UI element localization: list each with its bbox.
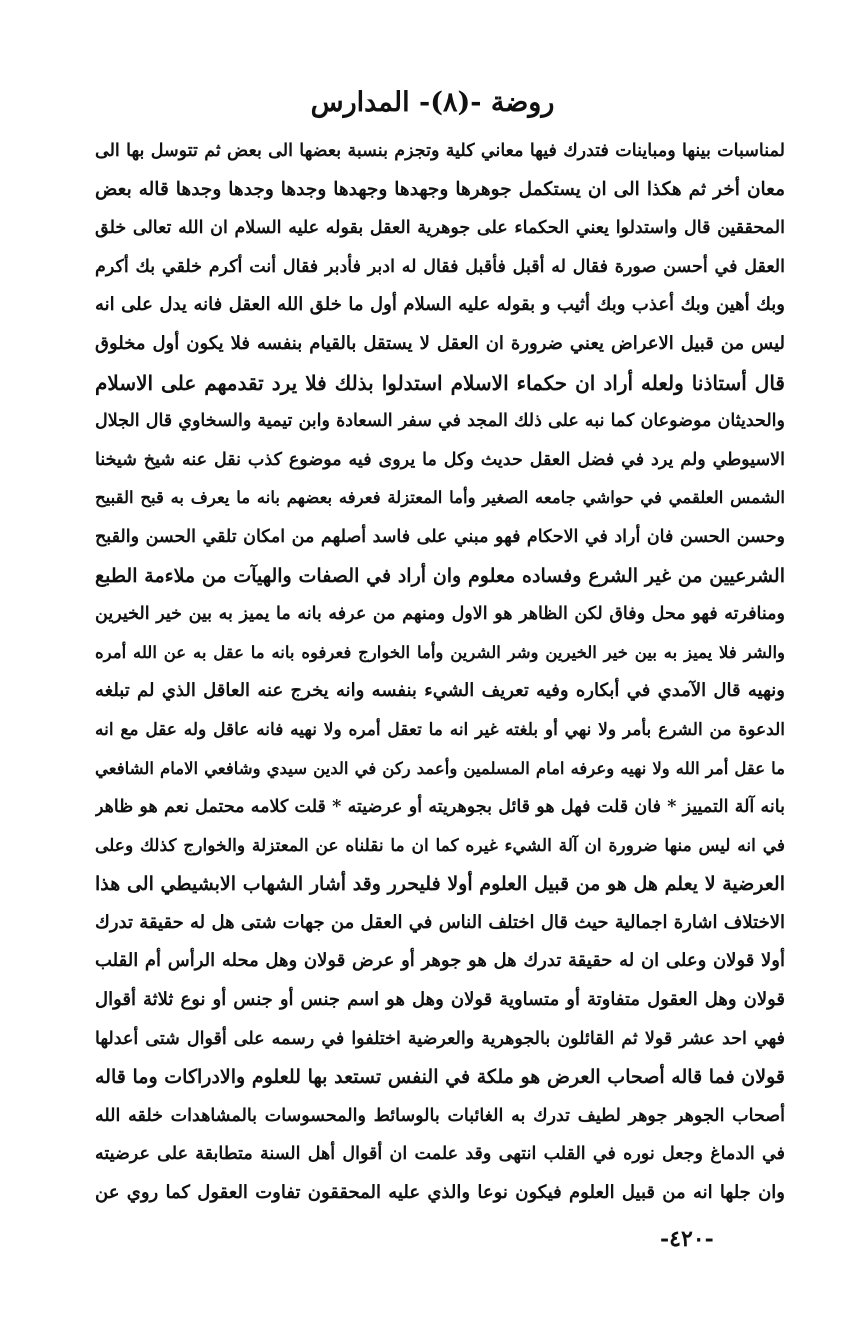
text-line: ونهيه قال الآمدي في أبكاره وفيه تعريف الشيء بنفسه وانه يخرج عنه العاقل الذي لم تبلغه xyxy=(95,680,785,702)
page-number: -٤٢٠- xyxy=(660,1226,714,1252)
body-text xyxy=(95,132,785,1213)
text-line: الشمس العلقمي في حواشي جامعه الصغير وأما المعتزلة فعرفه بعضهم بانه ما يعرف به قبح القبيح xyxy=(95,488,785,508)
text-line: الاسيوطي ولم يرد في فضل العقل حديث وكل ما يروى فيه موضوع كذب نقل عنه شيخ شيخنا xyxy=(95,449,785,470)
text-line: في الدماغ وجعل نوره في القلب انتهى وقد علمت ان أقوال أهل السنة متطابقة على عرضيته xyxy=(95,1144,785,1165)
text-line: فهي احد عشر قولا ثم القائلون بالجوهرية والعرضية اختلفوا في رسمه على أقوال شتى أعدلها xyxy=(95,1028,785,1049)
text-line: والحديثان موضوعان كما نبه على ذلك المجد في سفر السعادة وابن تيمية والسخاوي قال الجلال xyxy=(95,411,785,432)
page-header: روضة -(٨)- المدارس xyxy=(310,87,555,118)
text-line: لمناسبات بينها ومباينات فتدرك فيها معاني كلية وتجزم بنسبة بعضها الى بعض ثم تتوسل بها الى xyxy=(95,141,785,161)
text-line: الشرعيين من غير الشرع وفساده معلوم وان أراد في الصفات والهيآت من ملاءمة الطبع xyxy=(95,564,785,587)
text-line: العرضية لا يعلم هل هو من قبيل العلوم أولا فليحرر وقد أشار الشهاب الابشيطي الى هذا xyxy=(95,873,785,896)
text-line: الدعوة من الشرع بأمر ولا نهي أو بلغته غير انه ما تعقل أمره ولا نهيه فانه عاقل وله عقل مع انه xyxy=(95,719,785,740)
text-line: وبك أهين وبك أعذب وبك أثيب و بقوله عليه السلام أول ما خلق الله العقل فانه يدل على انه xyxy=(95,294,785,316)
text-line: المحققين قال واستدلوا يعني الحكماء على جوهرية العقل بقوله عليه السلام ان الله تعالى خلق xyxy=(95,218,785,239)
text-line: والشر فلا يميز به بين خير الخيرين وشر الشرين وأما الخوارج فعرفوه بانه ما عقل به عن الله أمره xyxy=(95,642,785,662)
text-line: قال أستاذنا ولعله أراد ان حكماء الاسلام استدلوا بذلك فلا يرد تقدمهم على الاسلام xyxy=(95,370,785,395)
text-line: الاختلاف اشارة اجمالية حيث قال اختلف الناس في العقل من جهات شتى هل له حقيقة تدرك xyxy=(95,911,785,933)
text-line: أصحاب الجوهر جوهر لطيف تدرك به الغائبات بالوسائط والمحسوسات بالمشاهدات خلقه الله xyxy=(95,1105,785,1126)
text-line: قولان وهل العقول متفاوتة أو متساوية قولان وهل هو اسم جنس أو جنس أو نوع ثلاثة أقوال xyxy=(95,989,785,1011)
text-line: معان أخر ثم هكذا الى ان يستكمل جوهرها وجهدها وجهدها وجدها وجدها وجدها قاله بعض xyxy=(95,178,785,200)
text-line: في انه ليس منها ضرورة ان آلة الشيء غيره كما ان ما نقلناه عن المعتزلة والخوارج كذلك وعلى xyxy=(95,835,785,856)
text-line: وان جلها انه من قبيل العلوم فيكون نوعا والذي عليه المحققون تفاوت العقول كما روي عن xyxy=(95,1182,785,1204)
text-line: العقل في أحسن صورة فقال له أقبل فأقبل فقال له ادبر فأدبر فقال أنت أكرم خلقي بك أكرم xyxy=(95,256,785,277)
text-line: وحسن الحسن فان أراد في الاحكام فهو مبني على فاسد أصلهم من امكان تلقي الحسن والقبح xyxy=(95,526,785,547)
text-line: ومنافرته فهو محل وفاق لكن الظاهر هو الاول ومنهم من عرفه بانه ما يميز به بين خير الخيرين xyxy=(95,604,785,625)
text-line: قولان فما قاله أصحاب العرض هو ملكة في النفس تستعد بها للعلوم والادراكات وما قاله xyxy=(95,1066,785,1089)
text-line: بانه آلة التمييز * فان قلت فهل هو قائل بجوهريته أو عرضيته * قلت كلامه محتمل نعم هو ظاهر xyxy=(95,797,785,818)
text-line: ما عقل أمر الله ولا نهيه وعرفه امام المسلمين وأعمد ركن في الدين سيدي وشافعي الامام الشافعي xyxy=(95,758,785,778)
text-line: أولا قولان وعلى ان له حقيقة تدرك هل هو جوهر أو عرض قولان وهل محله الرأس أم القلب xyxy=(95,950,785,972)
text-line: ليس من قبيل الاعراض يعني ضرورة ان العقل لا يستقل بالقيام بنفسه فلا يكون أول مخلوق xyxy=(95,332,785,354)
